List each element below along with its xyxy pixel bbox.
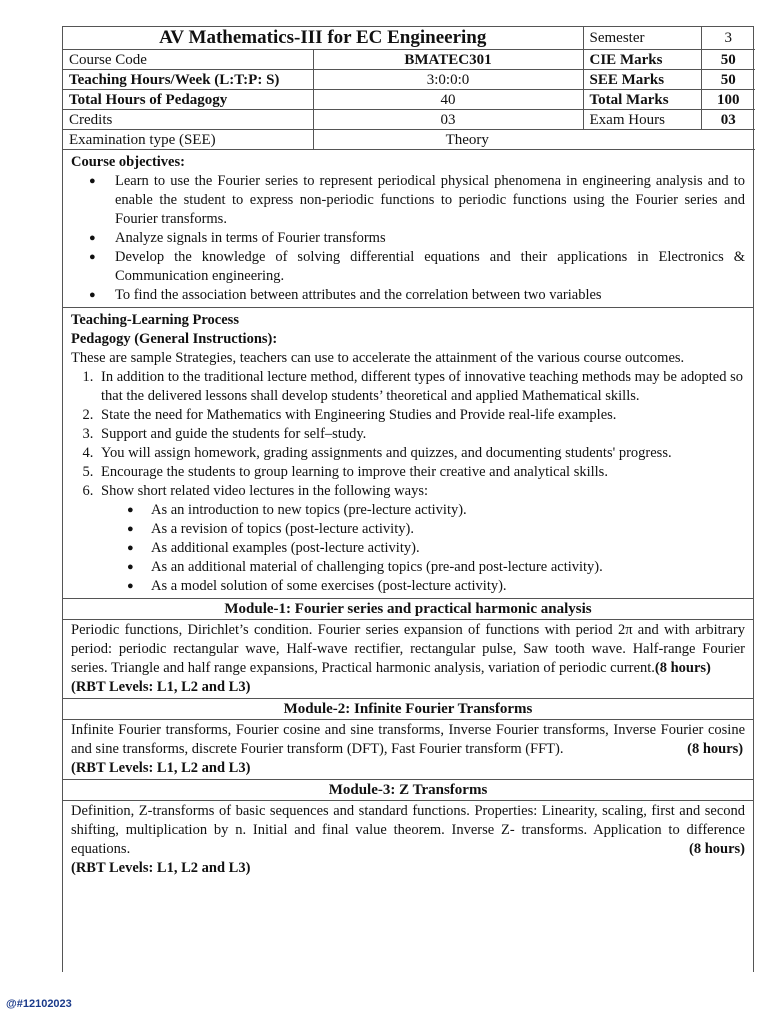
module-1-rbt: (RBT Levels: L1, L2 and L3)	[71, 679, 251, 695]
course-code-value: BMATEC301	[313, 50, 583, 70]
total-hours-value: 40	[313, 90, 583, 110]
objectives-list	[71, 172, 745, 305]
pedagogy-heading: Pedagogy (General Instructions):	[71, 331, 278, 347]
cie-marks-label: CIE Marks	[583, 50, 701, 70]
see-marks-value: 50	[701, 70, 755, 90]
list-item: ● Analyze signals in terms of Fourier transforms	[89, 229, 745, 248]
footer-tag: @#12102023	[6, 998, 72, 1010]
list-item: ● Learn to use the Fourier series to represent periodical physical phenomena in engineering analysis and to enable the student to express non-periodic functions to periodic functions using the Fourier series and Fourier transforms.	[89, 172, 745, 229]
list-item: ● As an additional material of challenging topics (pre-and post-lecture activity).	[127, 558, 745, 577]
module-1-body	[63, 620, 753, 699]
semester-label: Semester	[583, 27, 701, 50]
list-item: ● To find the association between attributes and the correlation between two variables	[89, 286, 745, 305]
module-2-content: Infinite Fourier transforms, Fourier cosine and sine transforms, Inverse Fourier transforms, Inverse Fourier cosine and sine transforms, discrete Fourier transform (DFT), Fast Fourier transform (FFT).	[71, 722, 745, 757]
pedagogy-item-video: Show short related video lectures in the following ways:	[101, 483, 428, 499]
semester-value: 3	[701, 27, 755, 50]
see-marks-label: SEE Marks	[583, 70, 701, 90]
module-3-rbt: (RBT Levels: L1, L2 and L3)	[71, 860, 251, 876]
exam-hours-label: Exam Hours	[583, 110, 701, 130]
list-item: ● As a revision of topics (post-lecture activity).	[127, 520, 745, 539]
module-1-hours: (8 hours)	[654, 660, 711, 676]
list-item: ● Develop the knowledge of solving differential equations and their applications in Electronics & Communication engineering.	[89, 248, 745, 286]
list-item: ● As an introduction to new topics (pre-lecture activity).	[127, 501, 745, 520]
list-item: 5. Encourage the students to group learning to improve their creative and analytical skills.	[97, 463, 745, 482]
course-header-table	[63, 27, 755, 150]
list-item: ● As additional examples (post-lecture activity).	[127, 539, 745, 558]
teaching-hours-value: 3:0:0:0	[313, 70, 583, 90]
teaching-learning-heading: Teaching-Learning Process	[71, 312, 239, 328]
module-1-title: Module-1: Fourier series and practical harmonic analysis	[63, 599, 753, 620]
total-marks-label: Total Marks	[583, 90, 701, 110]
credits-label: Credits	[63, 110, 313, 130]
course-code-label: Course Code	[63, 50, 313, 70]
module-1-content: Periodic functions, Dirichlet’s condition. Fourier series expansion of functions with period 2π and with arbitrary period: periodic rectangular wave, Half-wave rectifier, rectangular pulse, Saw tooth wave. Half-range Fourier series. Triangle and half range expansions, Practical harmonic analysis, variation of periodic current.	[71, 622, 745, 676]
module-3-title: Module-3: Z Transforms	[63, 780, 753, 801]
pedagogy-list	[71, 368, 745, 596]
total-marks-value: 100	[701, 90, 755, 110]
course-title: AV Mathematics-III for EC Engineering	[63, 27, 583, 50]
list-item: 4. You will assign homework, grading assignments and quizzes, and documenting students' progress.	[97, 444, 745, 463]
exam-hours-value: 03	[701, 110, 755, 130]
exam-type-label: Examination type (SEE)	[63, 130, 313, 150]
course-objectives-section	[63, 150, 753, 308]
syllabus-sheet	[62, 26, 754, 972]
list-item	[97, 482, 745, 596]
cie-marks-value: 50	[701, 50, 755, 70]
module-2-title: Module-2: Infinite Fourier Transforms	[63, 699, 753, 720]
list-item: 1. In addition to the traditional lecture method, different types of innovative teaching methods may be adopted so that the delivered lessons shall develop students’ theoretical and applied Mathematical skills.	[97, 368, 745, 406]
video-lecture-list	[101, 501, 745, 596]
list-item: ● As a model solution of some exercises (post-lecture activity).	[127, 577, 745, 596]
list-item: 3. Support and guide the students for self–study.	[97, 425, 745, 444]
total-hours-label: Total Hours of Pedagogy	[63, 90, 313, 110]
pedagogy-section	[63, 308, 753, 599]
credits-value: 03	[313, 110, 583, 130]
objectives-heading: Course objectives:	[71, 154, 185, 170]
exam-type-value: Theory	[313, 130, 755, 150]
list-item: 2. State the need for Mathematics with Engineering Studies and Provide real-life examples.	[97, 406, 745, 425]
module-3-hours: (8 hours)	[689, 841, 745, 857]
module-2-body	[63, 720, 753, 780]
module-3-body	[63, 801, 753, 879]
module-2-rbt: (RBT Levels: L1, L2 and L3)	[71, 760, 251, 776]
teaching-hours-label: Teaching Hours/Week (L:T:P: S)	[63, 70, 313, 90]
module-2-hours: (8 hours)	[687, 741, 744, 757]
pedagogy-intro: These are sample Strategies, teachers can use to accelerate the attainment of the various course outcomes.	[71, 350, 685, 366]
module-3-content: Definition, Z-transforms of basic sequences and standard functions. Properties: Linearity, scaling, first and second shifting, multiplication by n. Initial and final value theorem. Inverse Z- transforms. Application to difference equations.	[71, 803, 745, 857]
